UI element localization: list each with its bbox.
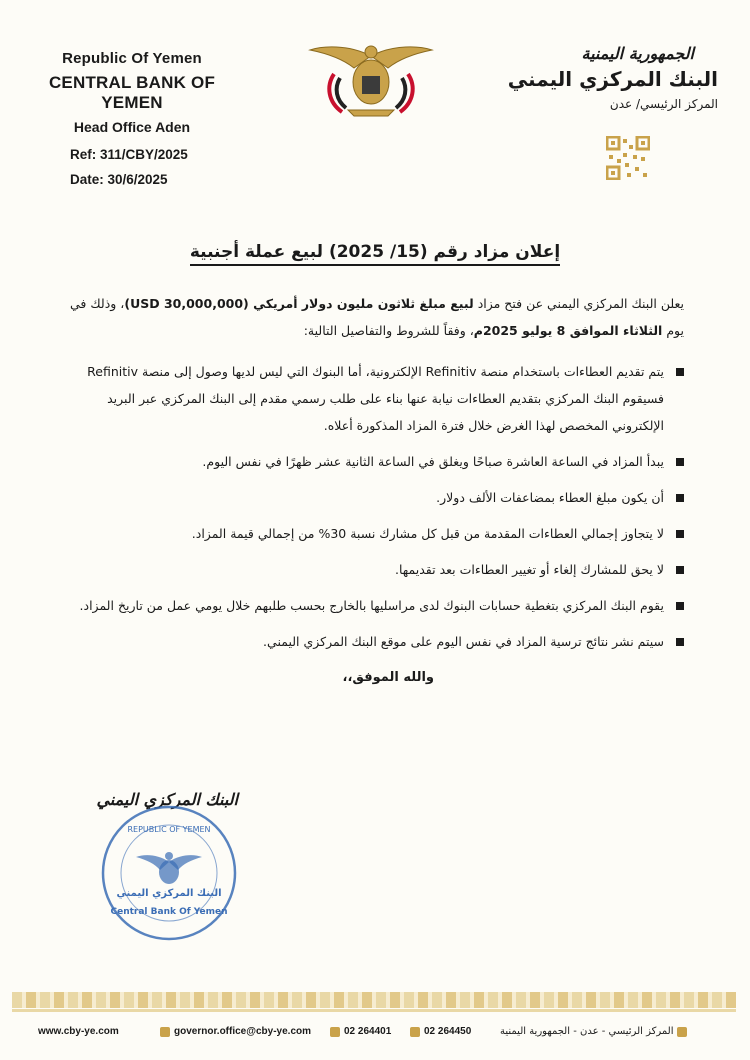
bullet-square-icon (676, 602, 684, 610)
list-item (64, 592, 684, 619)
list-item (64, 448, 684, 475)
official-stamp-icon (100, 804, 238, 942)
stamp-mid-text: البنك المركزي اليمني (116, 888, 222, 899)
announcement-body (64, 290, 684, 691)
list-item (64, 484, 684, 511)
reference-number: Ref: 311/CBY/2025 (70, 147, 188, 162)
document-date: Date: 30/6/2025 (70, 172, 168, 187)
bullet-square-icon (676, 638, 684, 646)
country-name-ar: الجمهورية اليمنية (581, 44, 694, 63)
phone-icon (330, 1027, 340, 1037)
country-name-en: Republic Of Yemen (62, 50, 202, 67)
footer-email[interactable] (160, 1026, 311, 1037)
office-name-ar: المركز الرئيسي/ عدن (609, 97, 718, 111)
condition-text: أن يكون مبلغ العطاء بمضاعفات الألف دولار. (436, 490, 664, 505)
condition-text: لا يتجاوز إجمالي العطاءات المقدمة من قبل كل مشارك نسبة 30% من إجمالي قيمة المزاد. (191, 526, 664, 541)
address-text: المركز الرئيسي - عدن - الجمهورية اليمنية (500, 1026, 674, 1037)
qr-code-icon (606, 136, 650, 180)
condition-text: سيتم نشر نتائج ترسية المزاد في نفس اليوم على موقع البنك المركزي اليمني. (263, 634, 664, 649)
condition-text: يقوم البنك المركزي بتغطية حسابات البنوك لدى مراسليها بالخارج بحسب طلبهم خلال يومي عمل من تاريخ المزاد. (79, 598, 664, 613)
footer-phone-1 (330, 1026, 391, 1037)
yemen-eagle-emblem-icon (308, 38, 434, 120)
header-arabic (498, 44, 718, 111)
website-link[interactable]: www.cby-ye.com (38, 1026, 119, 1037)
intro-paragraph (64, 290, 684, 344)
header-english (32, 50, 232, 135)
intro-amount: لبيع مبلغ ثلاثون مليون دولار أمريكي (30,000,000 USD) (124, 296, 474, 311)
phone-number-2: 02 264450 (424, 1026, 472, 1037)
bullet-square-icon (676, 494, 684, 502)
intro-text-2: ، وذلك في يوم (70, 296, 684, 338)
decorative-border (12, 992, 736, 1008)
list-item (64, 520, 684, 547)
bank-name-en: CENTRAL BANK OF YEMEN (48, 73, 216, 112)
footer-address (500, 1026, 687, 1037)
reference-block (70, 142, 188, 192)
list-item (64, 628, 684, 655)
phone-number-1: 02 264401 (344, 1026, 392, 1037)
footer (30, 1026, 720, 1044)
stamp-top-text: REPUBLIC OF YEMEN (127, 825, 211, 834)
footer-website[interactable] (38, 1026, 119, 1037)
conditions-list (64, 358, 684, 655)
bullet-square-icon (676, 458, 684, 466)
email-link[interactable]: governor.office@cby-ye.com (174, 1026, 312, 1037)
condition-text: لا يحق للمشارك إلغاء أو تغيير العطاءات بعد تقديمها. (395, 562, 664, 577)
closing-phrase: والله الموفق،، (342, 670, 434, 685)
stamp-bottom-text: Central Bank Of Yemen (110, 907, 228, 917)
bullet-square-icon (676, 566, 684, 574)
office-name-en: Head Office Aden (73, 119, 191, 135)
phone-icon (410, 1027, 420, 1037)
announcement-title (0, 242, 750, 262)
announcement-title-text: إعلان مزاد رقم (15/ 2025) لبيع عملة أجنبية (190, 242, 560, 266)
condition-text: يتم تقديم العطاءات باستخدام منصة Refinitiv الإلكترونية، أما البنوك التي ليس لديها وصول إلى منصة Refinitiv فسيقوم البنك المركزي بتقديم العطاءات نيابة عنها بناء على طلب رسمي مقدم إلى البنك المركزي عبر البريد الإلكتروني المخصص لهذا الغرض خلال فترة المزاد المذكورة أعلاه. (87, 364, 664, 433)
decorative-border-line (12, 1009, 736, 1012)
intro-text-3: ، وفقاً للشروط والتفاصيل التالية: (303, 323, 474, 338)
signature-text: البنك المركزي اليمني (96, 790, 238, 809)
footer-phone-2 (410, 1026, 471, 1037)
mail-icon (160, 1027, 170, 1037)
list-item (64, 556, 684, 583)
bank-name-ar: البنك المركزي اليمني (507, 67, 718, 91)
bullet-square-icon (676, 530, 684, 538)
intro-date: الثلاثاء الموافق 8 يوليو 2025م (473, 323, 663, 338)
condition-text: يبدأ المزاد في الساعة العاشرة صباحًا ويغلق في الساعة الثانية عشر ظهرًا في نفس اليوم. (202, 454, 664, 469)
intro-text-1: يعلن البنك المركزي اليمني عن فتح مزاد (473, 296, 684, 311)
list-item (64, 358, 684, 439)
bullet-square-icon (676, 368, 684, 376)
location-pin-icon (677, 1027, 687, 1037)
